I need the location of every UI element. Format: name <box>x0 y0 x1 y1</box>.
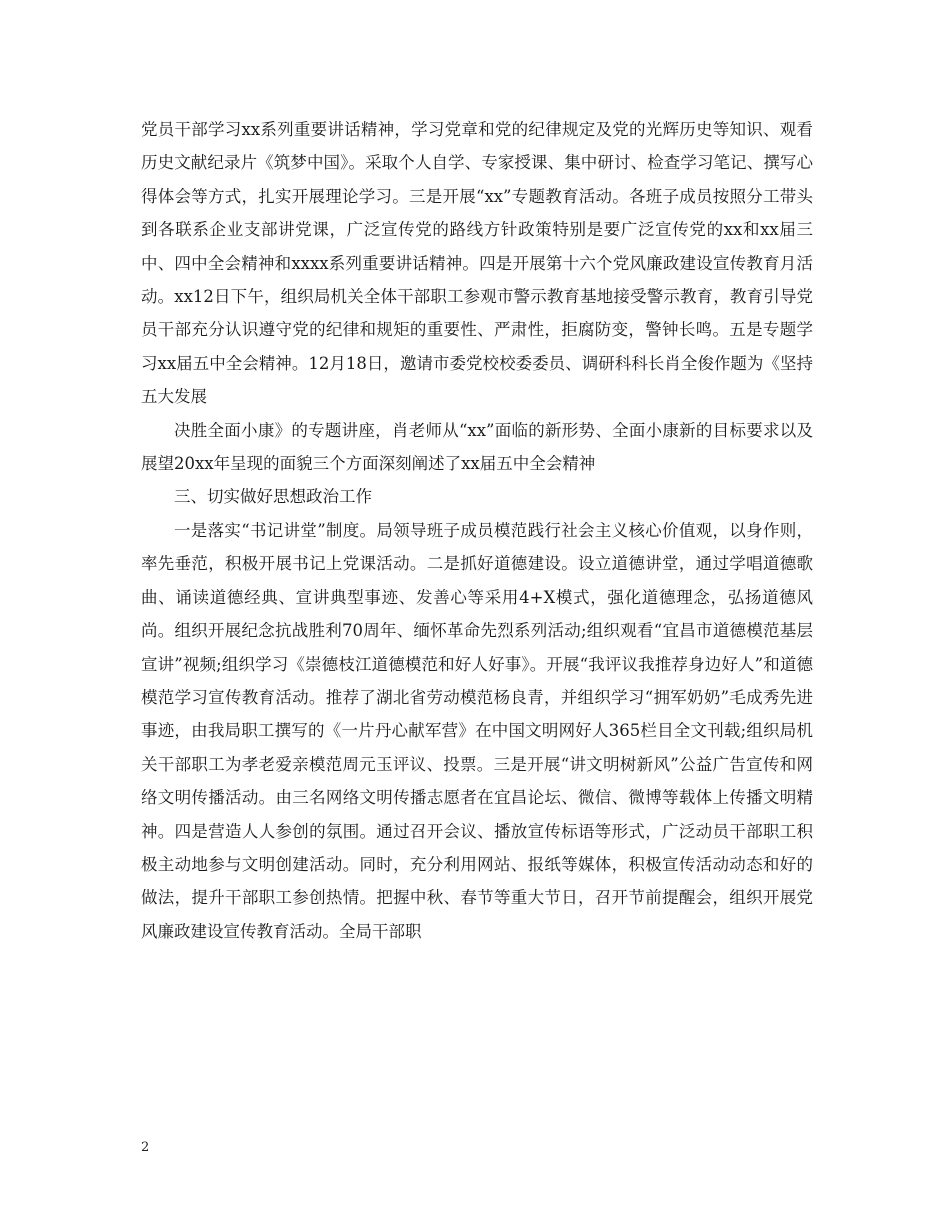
section-heading-ideological-work: 三、切实做好思想政治工作 <box>174 487 372 507</box>
page-number: 2 <box>141 1140 150 1155</box>
paragraph-study-activities: 党员干部学习xx系列重要讲话精神，学习党章和党的纪律规定及党的光辉历史等知识、观看历史文献纪录片《筑梦中国》。采取个人自学、专家授课、集中研讨、检查学习笔记、撰写心得体会等方式，扎实开展理论学习。三是开展“xx”专题教育活动。各班子成员按照分工带头到各联系企业支部讲党课，广泛宣传党的路线方针政策特别是要广泛宣传党的xx和xx届三中、四中全会精神和xxxx系列重要讲话精神。四是开展第十六个党风廉政建设宣传教育月活动。xx12日下午，组织局机关全体干部职工参观市警示教育基地接受警示教育，教育引导党员干部充分认识遵守党的纪律和规矩的重要性、严肃性，拒腐防变，警钟长鸣。五是专题学习xx届五中全会精神。12月18日，邀请市委党校校委委员、调研科科长肖全俊作题为《坚持五大发展 <box>141 120 813 407</box>
paragraph-ideological-work: 一是落实“书记讲堂”制度。局领导班子成员模范践行社会主义核心价值观，以身作则，率先垂范，积极开展书记上党课活动。二是抓好道德建设。设立道德讲堂，通过学唱道德歌曲、诵读道德经典、宣讲典型事迹、发善心等采用4+X模式，强化道德理念，弘扬道德风尚。组织开展纪念抗战胜利70周年、缅怀革命先烈系列活动;组织观看“宜昌市道德模范基层宣讲”视频;组织学习《崇德枝江道德模范和好人好事》。开展“我评议我推荐身边好人”和道德模范学习宣传教育活动。推荐了湖北省劳动模范杨良青，并组织学习“拥军奶奶”毛成秀先进事迹，由我局职工撰写的《一片丹心献军营》在中国文明网好人365栏目全文刊载;组织局机关干部职工为孝老爱亲模范周元玉评议、投票。三是开展“讲文明树新风”公益广告宣传和网络文明传播活动。由三名网络文明传播志愿者在宜昌论坛、微信、微博等载体上传播文明精神。四是营造人人参创的氛围。通过召开会议、播放宣传标语等形式，广泛动员干部职工积极主动地参与文明创建活动。同时，充分利用网站、报纸等媒体，积极宣传活动动态和好的做法，提升干部职工参创热情。把握中秋、春节等重大节日，召开节前提醒会，组织开展党风廉政建设宣传教育活动。全局干部职 <box>141 520 813 941</box>
paragraph-lecture-continuation: 决胜全面小康》的专题讲座，肖老师从“xx”面临的新形势、全面小康新的目标要求以及展望20xx年呈现的面貌三个方面深刻阐述了xx届五中全会精神 <box>141 420 813 474</box>
document-body <box>141 113 813 948</box>
